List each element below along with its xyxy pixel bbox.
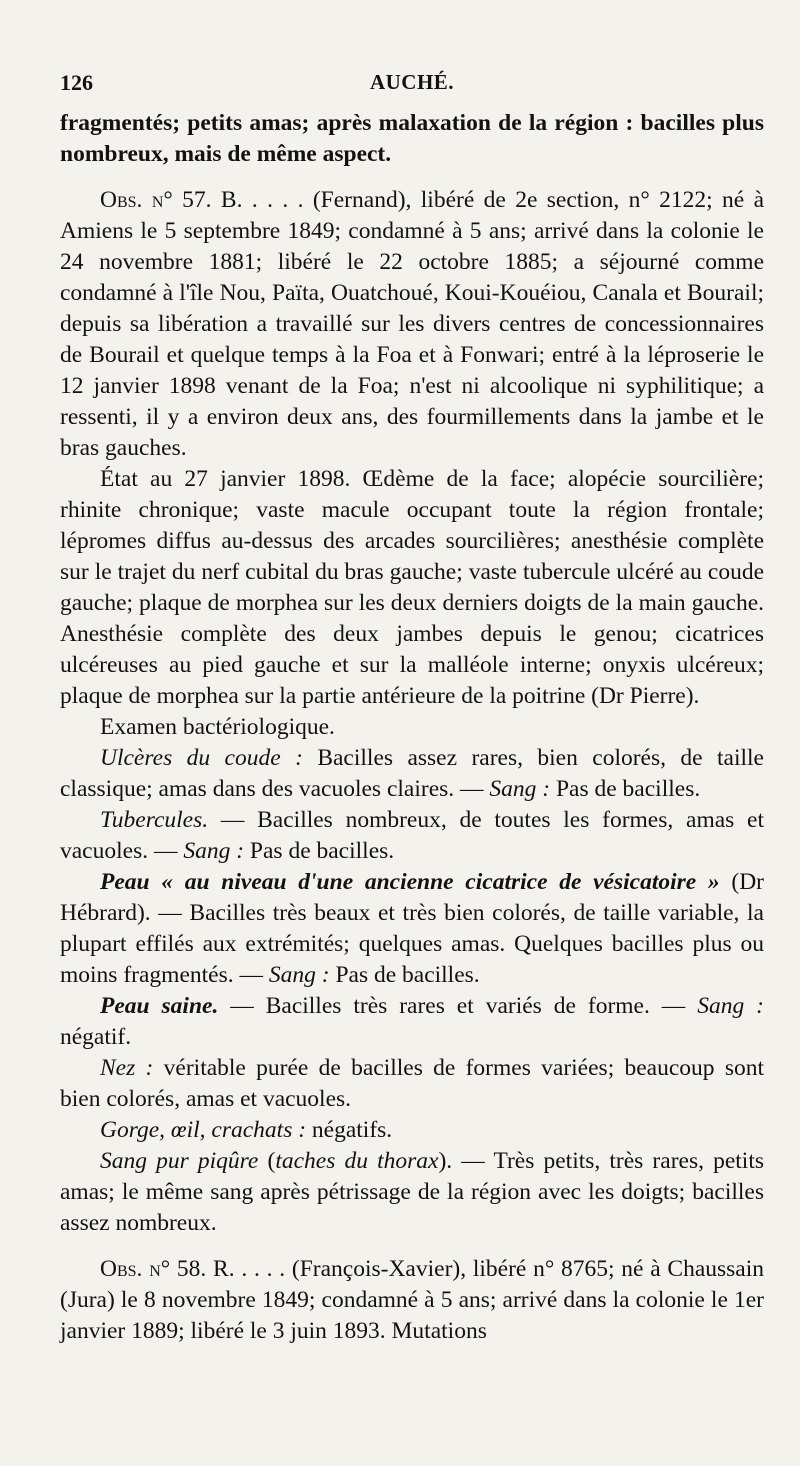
tubercules-paragraph [60,805,764,867]
nez-text: véritable purée de bacilles de formes variées; beaucoup sont bien colorés, amas et vacuoles. [60,1055,765,1112]
obs-text: B. . . . . (Fernand), libéré de 2e section, n° 2122; né à Amiens le 5 septembre 1849; condamné à 5 ans; arrivé dans la colonie le 24 novembre 1881; libéré le 22 octobre 1885; a séjourné comme condamné à l'île Nou, Païta, Ouatchoué, Koui-Kouéiou, Canala et Bourail; depuis sa libération a travaillé sur les divers centres de concessionnaires de Bourail et quelque temps à la Foa et à Fonwari; entré à la léproserie le 12 janvier 1898 venant de la Foa; n'est ni alcoolique ni syphilitique; a ressenti, il y a environ deux ans, des fourmillements dans la jambe et le bras gauches. [60,187,765,461]
observation-57 [60,185,764,464]
sang-pur-paragraph [60,1146,764,1239]
nez-label: Nez : [100,1055,154,1081]
sang-label: Sang : [697,993,764,1019]
obs-number: n° 57. [151,187,212,213]
peau-cicatrice-paragraph [60,867,764,991]
ulceres-text: Bacilles assez rares, bien colorés, de taille classique; amas dans des vacuoles claires. — [60,745,764,802]
gorge-paragraph [60,1115,764,1146]
sang-label: Sang : [268,962,330,988]
peau-cicatrice-text: (Dr Hébrard). — Bacilles très beaux et très bien colorés, de taille variable, la plupart effilés aux extrémités; quelques amas. Quelques bacilles plus ou moins fragmentés. — [60,869,764,988]
page-number: 126 [60,70,93,95]
peau-saine-label: Peau saine. [100,993,219,1019]
ulceres-paragraph [60,743,764,805]
paragraph-continuation: fragmentés; petits amas; après malaxation de la région : bacilles plus nombreux, mais de même aspect. [60,110,764,167]
obs-label: Obs. [100,1256,143,1282]
sang-text: Pas de bacilles. [329,962,480,988]
sang-label: Sang : [489,776,551,802]
exam-heading: Examen bactériologique. [100,714,335,740]
sang-text: Pas de bacilles. [244,838,395,864]
sang-label: Sang : [183,838,245,864]
sang-pur-paren-open: ( [258,1148,276,1174]
tubercules-label: Tubercules. [100,807,209,833]
sang-pur-text: ). — Très petits, très rares, petits amas; le même sang après pétrissage de la région avec les doigts; bacilles assez nombreux. [60,1148,764,1236]
peau-cicatrice-label: Peau « au niveau d'une ancienne cicatrice de vésicatoire » [100,869,720,895]
ulceres-label: Ulcères du coude : [100,745,303,771]
nez-paragraph [60,1053,764,1115]
gorge-text: négatifs. [306,1117,393,1143]
obs-number: n° 58. [149,1256,207,1282]
observation-58 [60,1254,764,1347]
etat-paragraph: État au 27 janvier 1898. Œdème de la face; alopécie sourcilière; rhinite chronique; vaste macule occupant toute la région frontale; lépromes diffus au-dessus des arcades sourcilières; anesthésie complète sur le trajet du nerf cubital du bras gauche; vaste tubercule ulcéré au coude gauche; plaque de morphea sur les deux derniers doigts de la main gauche. Anesthésie complète des deux jambes depuis le genou; cicatrices ulcéreuses au pied gauche et sur la malléole interne; onyxis ulcéreux; plaque de morphea sur la partie antérieure de la poitrine (Dr Pierre). [60,466,764,709]
tubercules-text: — Bacilles nombreux, de toutes les formes, amas et vacuoles. — [60,807,764,864]
gorge-label: Gorge, œil, crachats : [100,1117,307,1143]
body-text [60,108,764,1347]
peau-saine-paragraph [60,991,764,1053]
running-head: AUCHÉ. [369,70,455,94]
obs-label: Obs. [100,187,143,213]
taches-label: taches du thorax [275,1148,439,1174]
page-header [60,70,764,100]
sang-text: négatif. [60,1024,132,1050]
peau-saine-text: — Bacilles très rares et variés de forme. — [218,993,698,1019]
sang-text: Pas de bacilles. [550,776,701,802]
obs-text: R. . . . . (François-Xavier), libéré n° 8765; né à Chaussain (Jura) le 8 novembre 1849; condamné à 5 ans; arrivé dans la colonie le 1er janvier 1889; libéré le 3 juin 1893. Mutations [60,1256,765,1344]
sang-pur-label: Sang pur piqûre [100,1148,259,1174]
